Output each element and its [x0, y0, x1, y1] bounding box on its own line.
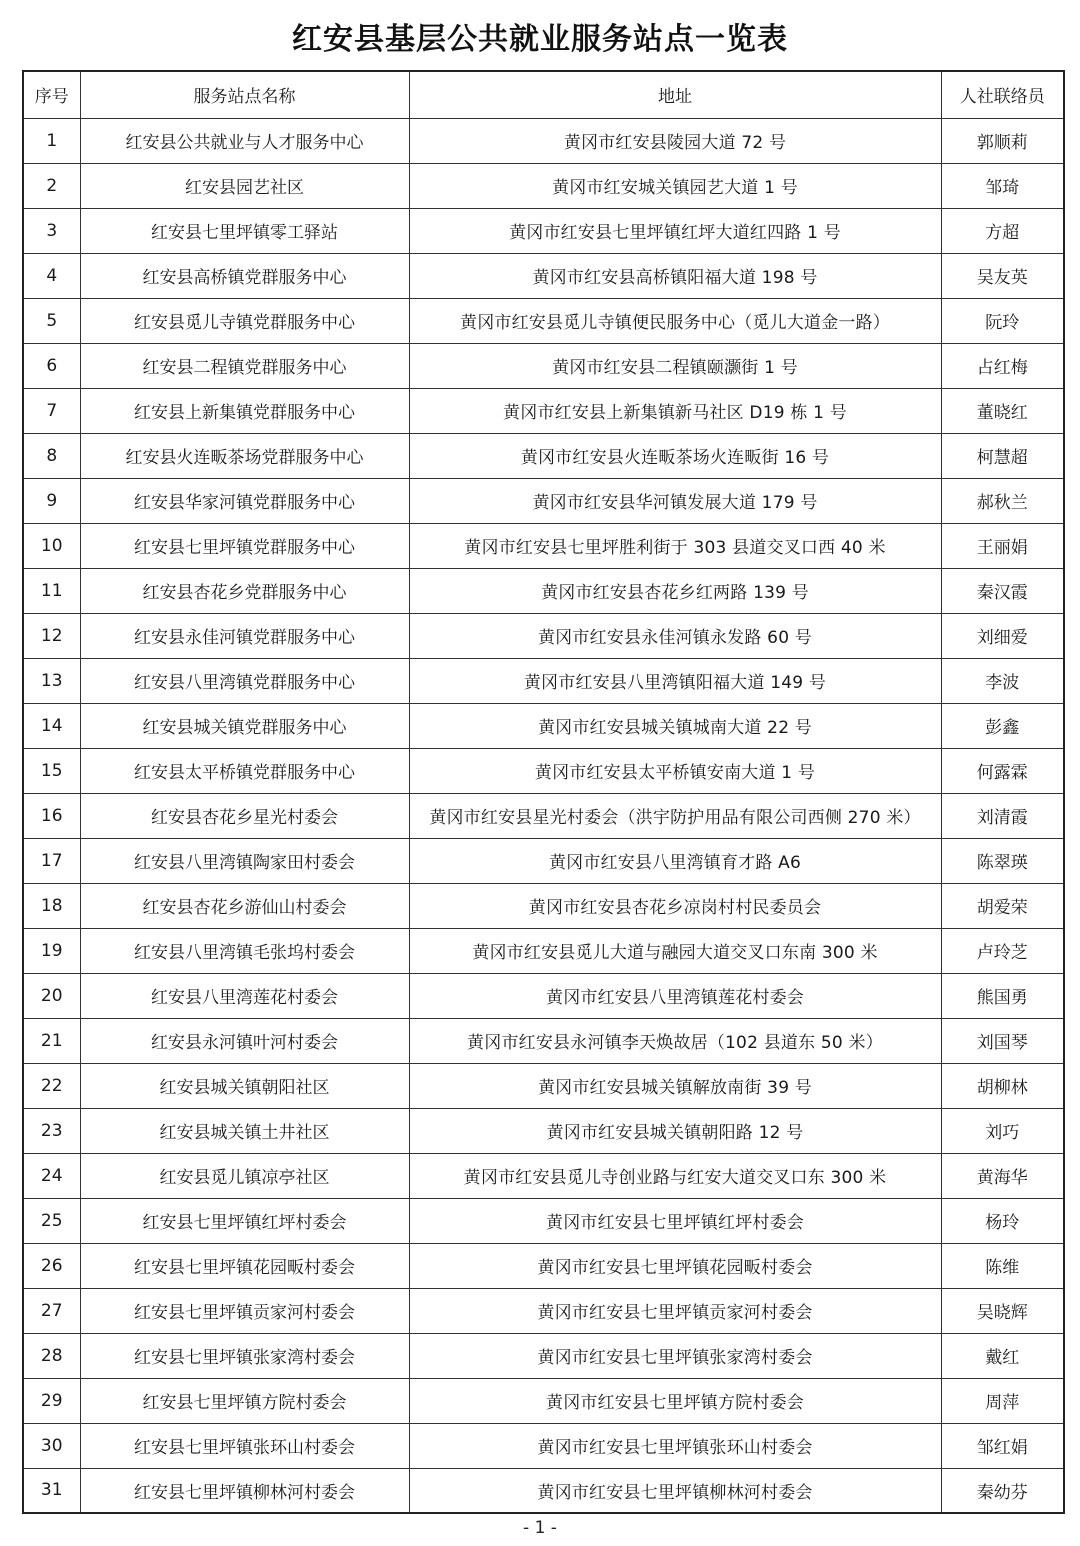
- row-serial-number: 15: [23, 748, 80, 793]
- row-address: 黄冈市红安县觅儿寺镇便民服务中心（觅儿大道金一路）: [409, 298, 941, 343]
- row-liaison: 秦汉霞: [941, 568, 1064, 613]
- table-row: [23, 568, 1064, 613]
- row-address: 黄冈市红安县永河镇李天焕故居（102 县道东 50 米）: [409, 1018, 941, 1063]
- table-row: [23, 613, 1064, 658]
- row-liaison: 柯慧超: [941, 433, 1064, 478]
- row-liaison: 邹琦: [941, 163, 1064, 208]
- row-serial-number: 26: [23, 1243, 80, 1288]
- service-stations-table: [22, 70, 1065, 1514]
- row-serial-number: 27: [23, 1288, 80, 1333]
- row-station-name: 红安县永佳河镇党群服务中心: [80, 613, 409, 658]
- row-serial-number: 29: [23, 1378, 80, 1423]
- row-address: 黄冈市红安县七里坪镇张环山村委会: [409, 1423, 941, 1468]
- row-station-name: 红安县七里坪镇柳林河村委会: [80, 1468, 409, 1513]
- table-row: [23, 793, 1064, 838]
- row-liaison: 刘巧: [941, 1108, 1064, 1153]
- row-address: 黄冈市红安县华河镇发展大道 179 号: [409, 478, 941, 523]
- table-body: [23, 118, 1064, 1513]
- row-station-name: 红安县园艺社区: [80, 163, 409, 208]
- row-station-name: 红安县七里坪镇红坪村委会: [80, 1198, 409, 1243]
- row-station-name: 红安县杏花乡游仙山村委会: [80, 883, 409, 928]
- row-address: 黄冈市红安县城关镇城南大道 22 号: [409, 703, 941, 748]
- row-station-name: 红安县七里坪镇张环山村委会: [80, 1423, 409, 1468]
- row-station-name: 红安县上新集镇党群服务中心: [80, 388, 409, 433]
- row-station-name: 红安县城关镇土井社区: [80, 1108, 409, 1153]
- row-address: 黄冈市红安县八里湾镇阳福大道 149 号: [409, 658, 941, 703]
- table-row: [23, 1063, 1064, 1108]
- row-serial-number: 1: [23, 118, 80, 163]
- row-serial-number: 4: [23, 253, 80, 298]
- table-row: [23, 1108, 1064, 1153]
- header-serial-number: 序号: [23, 71, 80, 118]
- row-serial-number: 16: [23, 793, 80, 838]
- row-serial-number: 3: [23, 208, 80, 253]
- row-address: 黄冈市红安县觅儿大道与融园大道交叉口东南 300 米: [409, 928, 941, 973]
- row-address: 黄冈市红安县觅儿寺创业路与红安大道交叉口东 300 米: [409, 1153, 941, 1198]
- row-station-name: 红安县城关镇朝阳社区: [80, 1063, 409, 1108]
- row-liaison: 黄海华: [941, 1153, 1064, 1198]
- row-station-name: 红安县七里坪镇零工驿站: [80, 208, 409, 253]
- row-address: 黄冈市红安城关镇园艺大道 1 号: [409, 163, 941, 208]
- row-address: 黄冈市红安县八里湾镇育才路 A6: [409, 838, 941, 883]
- row-address: 黄冈市红安县杏花乡凉岗村村民委员会: [409, 883, 941, 928]
- table-row: [23, 928, 1064, 973]
- row-address: 黄冈市红安县八里湾镇莲花村委会: [409, 973, 941, 1018]
- table-row: [23, 703, 1064, 748]
- row-address: 黄冈市红安县七里坪镇红坪村委会: [409, 1198, 941, 1243]
- row-liaison: 郭顺莉: [941, 118, 1064, 163]
- table-row: [23, 523, 1064, 568]
- row-serial-number: 13: [23, 658, 80, 703]
- table-row: [23, 1018, 1064, 1063]
- row-serial-number: 6: [23, 343, 80, 388]
- row-station-name: 红安县八里湾镇党群服务中心: [80, 658, 409, 703]
- table-row: [23, 1378, 1064, 1423]
- row-station-name: 红安县八里湾莲花村委会: [80, 973, 409, 1018]
- row-station-name: 红安县七里坪镇贡家河村委会: [80, 1288, 409, 1333]
- table-row: [23, 298, 1064, 343]
- row-station-name: 红安县七里坪镇方院村委会: [80, 1378, 409, 1423]
- table-row: [23, 208, 1064, 253]
- row-address: 黄冈市红安县城关镇解放南街 39 号: [409, 1063, 941, 1108]
- row-station-name: 红安县杏花乡星光村委会: [80, 793, 409, 838]
- row-liaison: 吴晓辉: [941, 1288, 1064, 1333]
- row-liaison: 刘细爱: [941, 613, 1064, 658]
- row-station-name: 红安县觅儿寺镇党群服务中心: [80, 298, 409, 343]
- row-liaison: 邹红娟: [941, 1423, 1064, 1468]
- row-station-name: 红安县七里坪镇花园畈村委会: [80, 1243, 409, 1288]
- row-liaison: 陈翠瑛: [941, 838, 1064, 883]
- row-address: 黄冈市红安县永佳河镇永发路 60 号: [409, 613, 941, 658]
- table-row: [23, 973, 1064, 1018]
- row-address: 黄冈市红安县星光村委会（洪宇防护用品有限公司西侧 270 米）: [409, 793, 941, 838]
- row-address: 黄冈市红安县二程镇颐灏街 1 号: [409, 343, 941, 388]
- row-liaison: 阮玲: [941, 298, 1064, 343]
- row-liaison: 方超: [941, 208, 1064, 253]
- row-address: 黄冈市红安县七里坪镇张家湾村委会: [409, 1333, 941, 1378]
- row-station-name: 红安县城关镇党群服务中心: [80, 703, 409, 748]
- row-serial-number: 10: [23, 523, 80, 568]
- table-row: [23, 1153, 1064, 1198]
- row-serial-number: 12: [23, 613, 80, 658]
- table-row: [23, 1198, 1064, 1243]
- table-row: [23, 748, 1064, 793]
- row-liaison: 胡爱荣: [941, 883, 1064, 928]
- row-liaison: 胡柳林: [941, 1063, 1064, 1108]
- row-address: 黄冈市红安县七里坪镇方院村委会: [409, 1378, 941, 1423]
- row-serial-number: 5: [23, 298, 80, 343]
- table-row: [23, 478, 1064, 523]
- table-header-row: [23, 71, 1064, 118]
- row-address: 黄冈市红安县陵园大道 72 号: [409, 118, 941, 163]
- row-liaison: 何露霖: [941, 748, 1064, 793]
- table-row: [23, 1288, 1064, 1333]
- row-station-name: 红安县七里坪镇党群服务中心: [80, 523, 409, 568]
- page-title: 红安县基层公共就业服务站点一览表: [292, 22, 788, 57]
- row-station-name: 红安县八里湾镇毛张坞村委会: [80, 928, 409, 973]
- row-serial-number: 19: [23, 928, 80, 973]
- row-liaison: 董晓红: [941, 388, 1064, 433]
- row-liaison: 杨玲: [941, 1198, 1064, 1243]
- row-address: 黄冈市红安县高桥镇阳福大道 198 号: [409, 253, 941, 298]
- row-address: 黄冈市红安县七里坪胜利街于 303 县道交叉口西 40 米: [409, 523, 941, 568]
- row-station-name: 红安县二程镇党群服务中心: [80, 343, 409, 388]
- row-serial-number: 11: [23, 568, 80, 613]
- row-serial-number: 28: [23, 1333, 80, 1378]
- page-number: - 1 -: [523, 1518, 557, 1538]
- table-row: [23, 253, 1064, 298]
- row-liaison: 吴友英: [941, 253, 1064, 298]
- table-row: [23, 658, 1064, 703]
- row-serial-number: 8: [23, 433, 80, 478]
- row-address: 黄冈市红安县杏花乡红两路 139 号: [409, 568, 941, 613]
- header-station-name: 服务站点名称: [80, 71, 409, 118]
- row-station-name: 红安县火连畈茶场党群服务中心: [80, 433, 409, 478]
- row-address: 黄冈市红安县太平桥镇安南大道 1 号: [409, 748, 941, 793]
- row-address: 黄冈市红安县七里坪镇花园畈村委会: [409, 1243, 941, 1288]
- table-row: [23, 343, 1064, 388]
- row-serial-number: 14: [23, 703, 80, 748]
- row-station-name: 红安县杏花乡党群服务中心: [80, 568, 409, 613]
- table-row: [23, 163, 1064, 208]
- table-row: [23, 433, 1064, 478]
- row-serial-number: 30: [23, 1423, 80, 1468]
- row-serial-number: 21: [23, 1018, 80, 1063]
- row-serial-number: 31: [23, 1468, 80, 1513]
- row-address: 黄冈市红安县七里坪镇贡家河村委会: [409, 1288, 941, 1333]
- row-serial-number: 20: [23, 973, 80, 1018]
- row-liaison: 刘国琴: [941, 1018, 1064, 1063]
- row-address: 黄冈市红安县七里坪镇柳林河村委会: [409, 1468, 941, 1513]
- row-liaison: 戴红: [941, 1333, 1064, 1378]
- row-station-name: 红安县高桥镇党群服务中心: [80, 253, 409, 298]
- table-row: [23, 1333, 1064, 1378]
- row-liaison: 刘清霞: [941, 793, 1064, 838]
- row-address: 黄冈市红安县城关镇朝阳路 12 号: [409, 1108, 941, 1153]
- row-station-name: 红安县七里坪镇张家湾村委会: [80, 1333, 409, 1378]
- row-station-name: 红安县公共就业与人才服务中心: [80, 118, 409, 163]
- row-liaison: 李波: [941, 658, 1064, 703]
- table-row: [23, 838, 1064, 883]
- row-liaison: 占红梅: [941, 343, 1064, 388]
- row-address: 黄冈市红安县火连畈茶场火连畈街 16 号: [409, 433, 941, 478]
- row-serial-number: 23: [23, 1108, 80, 1153]
- row-serial-number: 22: [23, 1063, 80, 1108]
- row-liaison: 陈维: [941, 1243, 1064, 1288]
- table-row: [23, 118, 1064, 163]
- row-serial-number: 17: [23, 838, 80, 883]
- table-row: [23, 1423, 1064, 1468]
- row-station-name: 红安县太平桥镇党群服务中心: [80, 748, 409, 793]
- row-serial-number: 24: [23, 1153, 80, 1198]
- row-serial-number: 25: [23, 1198, 80, 1243]
- row-address: 黄冈市红安县七里坪镇红坪大道红四路 1 号: [409, 208, 941, 253]
- row-station-name: 红安县华家河镇党群服务中心: [80, 478, 409, 523]
- row-serial-number: 9: [23, 478, 80, 523]
- header-liaison: 人社联络员: [941, 71, 1064, 118]
- row-station-name: 红安县八里湾镇陶家田村委会: [80, 838, 409, 883]
- row-liaison: 秦幼芬: [941, 1468, 1064, 1513]
- header-address: 地址: [409, 71, 941, 118]
- table-row: [23, 1243, 1064, 1288]
- row-serial-number: 18: [23, 883, 80, 928]
- table-row: [23, 1468, 1064, 1513]
- row-serial-number: 7: [23, 388, 80, 433]
- row-station-name: 红安县觅儿镇凉亭社区: [80, 1153, 409, 1198]
- row-liaison: 卢玲芝: [941, 928, 1064, 973]
- row-liaison: 周萍: [941, 1378, 1064, 1423]
- row-liaison: 王丽娟: [941, 523, 1064, 568]
- table-row: [23, 388, 1064, 433]
- row-station-name: 红安县永河镇叶河村委会: [80, 1018, 409, 1063]
- table-row: [23, 883, 1064, 928]
- row-liaison: 郝秋兰: [941, 478, 1064, 523]
- row-liaison: 彭鑫: [941, 703, 1064, 748]
- row-serial-number: 2: [23, 163, 80, 208]
- row-address: 黄冈市红安县上新集镇新马社区 D19 栋 1 号: [409, 388, 941, 433]
- row-liaison: 熊国勇: [941, 973, 1064, 1018]
